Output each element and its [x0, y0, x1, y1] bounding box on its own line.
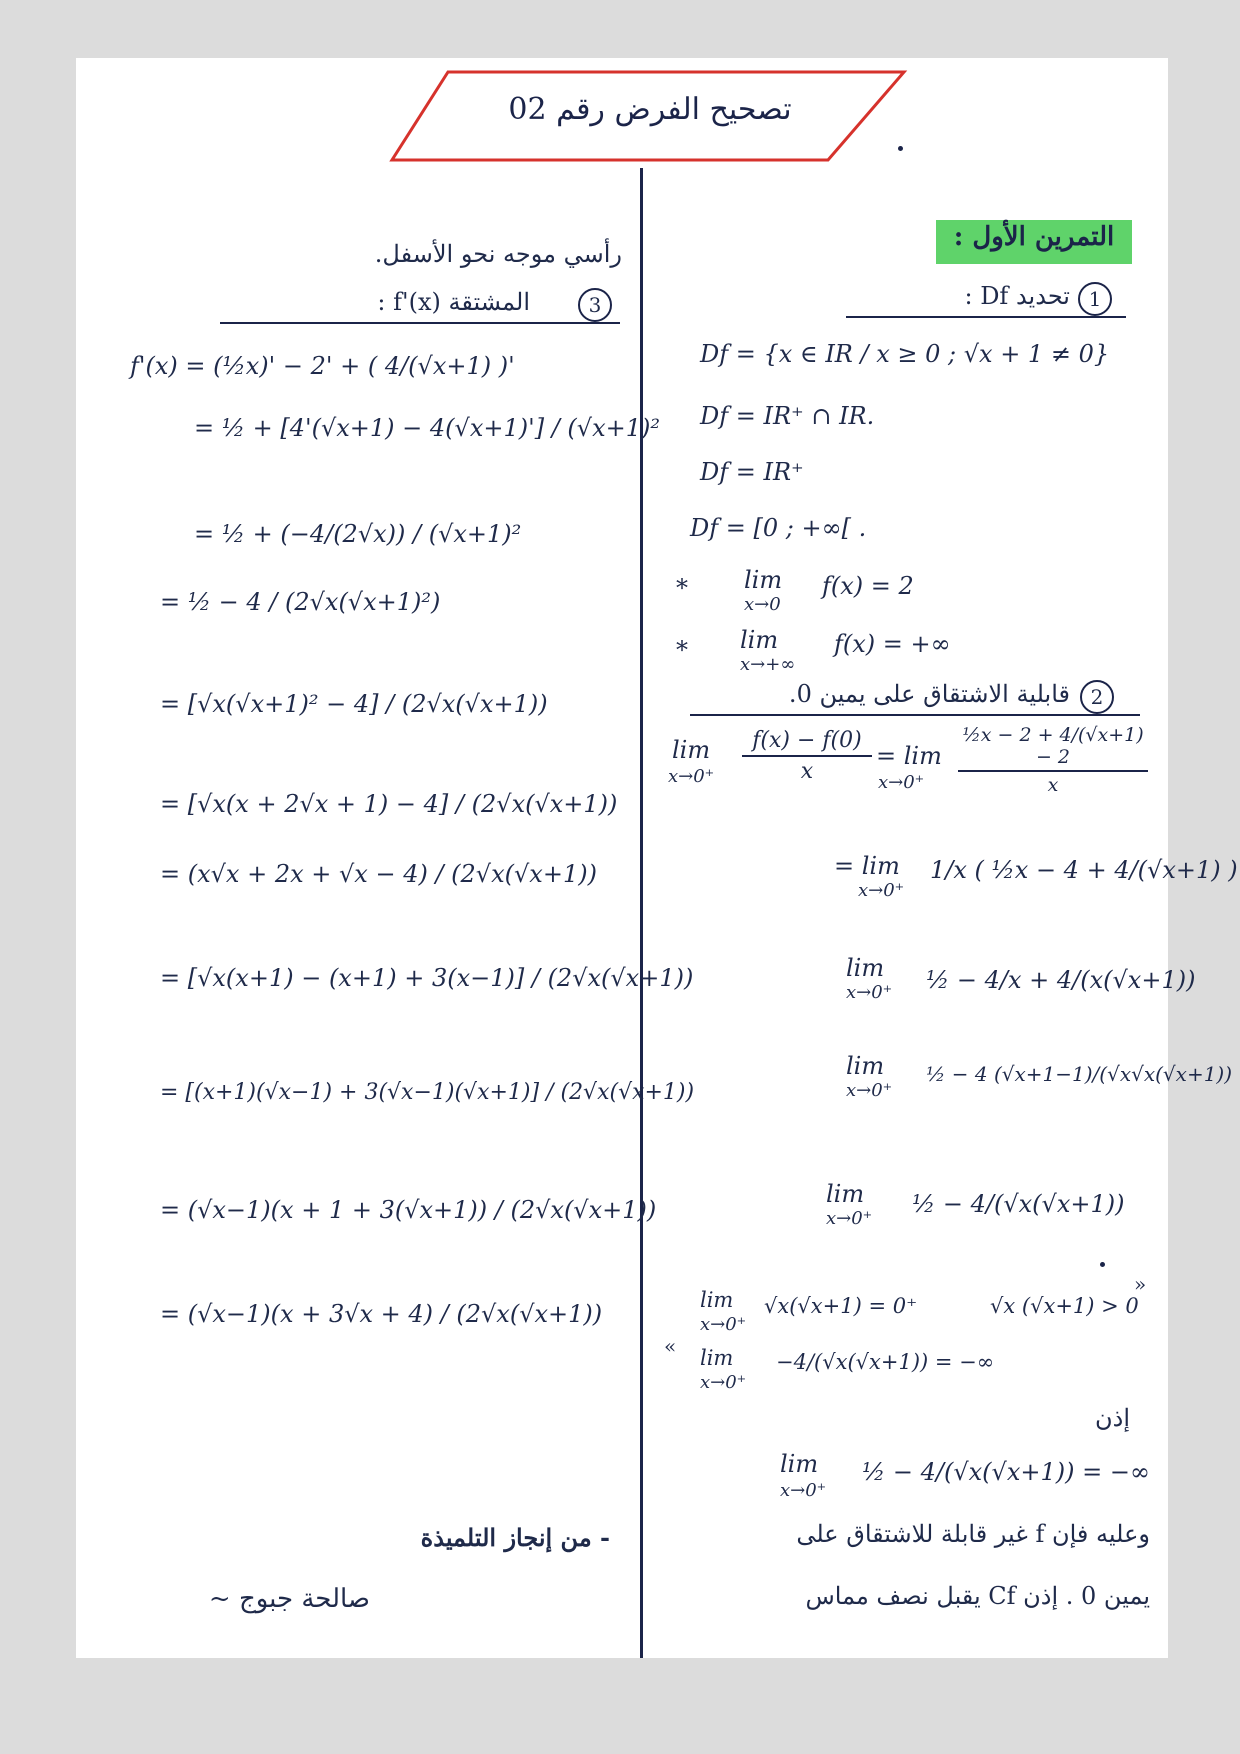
deriv-lim-sub: x→0⁺: [668, 766, 715, 787]
section-1-underline: [846, 316, 1126, 318]
limit-1-lim: lim: [744, 566, 783, 594]
conclusion-line-2: يمين 0 . إذن Cf يقبل نصف مماس: [805, 1582, 1150, 1610]
deriv-fraction-1-num: f(x) − f(0): [752, 728, 862, 753]
deriv-fraction-2: [958, 724, 1148, 796]
step-4-sub: x→0⁺: [826, 1208, 873, 1229]
deriv-fraction-2-num: ½x − 2 + 4/(√x+1) − 2: [962, 724, 1144, 768]
deriv-fraction-2-bar: [958, 770, 1148, 772]
step-3-lhs: lim: [846, 1052, 885, 1080]
limit-2-expr: f(x) = +∞: [834, 630, 951, 658]
df-line-1: Df = {x ∈ IR / x ≥ 0 ; √x + 1 ≠ 0}: [700, 340, 1110, 368]
final-lim: lim: [780, 1450, 819, 1478]
deriv-line-7: = (x√x + 2x + √x − 4) / (2√x(√x+1)): [160, 860, 597, 888]
idhan-word: إذن: [1095, 1404, 1130, 1432]
step-3-sub: x→0⁺: [846, 1080, 893, 1101]
step-1-expr: 1/x ( ½x − 4 + 4/(√x+1) ): [930, 856, 1238, 884]
limit-2-lim: lim: [740, 626, 779, 654]
left-note: رأسي موجه نحو الأسفل.: [374, 240, 622, 268]
df-line-3: Df = IR⁺: [700, 458, 804, 486]
page-title: تصحيح الفرض رقم 02: [508, 92, 792, 127]
limit-1-expr: f(x) = 2: [822, 572, 914, 600]
side-a-expr: √x(√x+1) = 0⁺: [764, 1294, 918, 1318]
section-3-underline: [220, 322, 620, 324]
step-2-expr: ½ − 4/x + 4/(x(√x+1)): [926, 966, 1196, 994]
df-line-2: Df = IR⁺ ∩ IR.: [700, 402, 875, 430]
exercise-title: التمرين الأول :: [953, 222, 1115, 252]
credit-line: - من إنجاز التلميذة: [420, 1523, 610, 1552]
stray-dot: [898, 146, 903, 151]
side-b-sub: x→0⁺: [700, 1372, 747, 1393]
deriv-fraction-2-den: x: [1047, 774, 1059, 796]
deriv-line-2: = ½ + [4'(√x+1) − 4(√x+1)'] / (√x+1)²: [194, 414, 660, 442]
section-3-number: 3: [578, 288, 612, 322]
deriv-line-1: f'(x) = (½x)' − 2' + ( 4/(√x+1) )': [130, 352, 515, 380]
side-b-lim: lim: [700, 1346, 734, 1370]
limit-2-sub: x→+∞: [740, 654, 796, 675]
deriv-line-6: = [√x(x + 2√x + 1) − 4] / (2√x(√x+1)): [160, 790, 618, 818]
side-a-lim: lim: [700, 1288, 734, 1312]
deriv-eq: = lim: [876, 742, 942, 770]
step-3-expr: ½ − 4 (√x+1−1)/(√x√x(√x+1)): [926, 1062, 1233, 1086]
side-a-bullet: »: [1134, 1272, 1147, 1296]
df-line-4: Df = [0 ; +∞[ .: [690, 514, 867, 542]
side-a-sub: x→0⁺: [700, 1314, 747, 1335]
deriv-line-8: = [√x(x+1) − (x+1) + 3(x−1)] / (2√x(√x+1)): [160, 964, 694, 992]
deriv-fraction-1-bar: [742, 755, 872, 757]
limit-1-bullet: *: [676, 574, 688, 602]
final-lim-expr: ½ − 4/(√x(√x+1)) = −∞: [862, 1458, 1150, 1486]
limit-1-sub: x→0: [744, 594, 781, 615]
conclusion-line-1: وعليه فإن f غير قابلة للاشتقاق على: [796, 1520, 1150, 1548]
section-2-underline: [690, 714, 1140, 716]
section-3-title: المشتقة f'(x) :: [377, 288, 530, 316]
column-divider: [640, 168, 643, 1658]
deriv-fraction-1: [742, 728, 872, 784]
section-1-title: تحديد Df :: [964, 282, 1070, 310]
deriv-fraction-1-den: x: [800, 759, 814, 784]
step-1-lhs: = lim: [834, 852, 900, 880]
section-2-title: قابلية الاشتقاق على يمين 0.: [788, 680, 1070, 708]
section-1-number: 1: [1078, 282, 1112, 316]
step-4-expr: ½ − 4/(√x(√x+1)): [912, 1190, 1125, 1218]
deriv-line-4: = ½ − 4 / (2√x(√x+1)²): [160, 588, 441, 616]
limit-2-bullet: *: [676, 636, 688, 664]
step-2-lhs: lim: [846, 954, 885, 982]
side-b-expr: −4/(√x(√x+1)) = −∞: [776, 1350, 995, 1374]
side-a-cond: √x (√x+1) > 0: [990, 1294, 1139, 1318]
side-b-bullet: «: [664, 1334, 677, 1358]
deriv-line-11: = (√x−1)(x + 3√x + 4) / (2√x(√x+1)): [160, 1300, 603, 1328]
deriv-line-9: = [(x+1)(√x−1) + 3(√x−1)(√x+1)] / (2√x(√x+1)): [160, 1080, 695, 1105]
student-signature: صالحة جبوج ~: [208, 1584, 370, 1614]
deriv-line-10: = (√x−1)(x + 1 + 3(√x+1)) / (2√x(√x+1)): [160, 1196, 657, 1224]
deriv-line-5: = [√x(√x+1)² − 4] / (2√x(√x+1)): [160, 690, 548, 718]
step-2-sub: x→0⁺: [846, 982, 893, 1003]
deriv-eq-sub: x→0⁺: [878, 772, 925, 793]
section-2-number: 2: [1080, 680, 1114, 714]
step-1-sub: x→0⁺: [858, 880, 905, 901]
deriv-line-3: = ½ + (−4/(2√x)) / (√x+1)²: [194, 520, 522, 548]
final-lim-sub: x→0⁺: [780, 1480, 827, 1501]
step-4-lhs: lim: [826, 1180, 865, 1208]
deriv-lim: lim: [672, 736, 711, 764]
ink-dot: [1100, 1262, 1105, 1267]
